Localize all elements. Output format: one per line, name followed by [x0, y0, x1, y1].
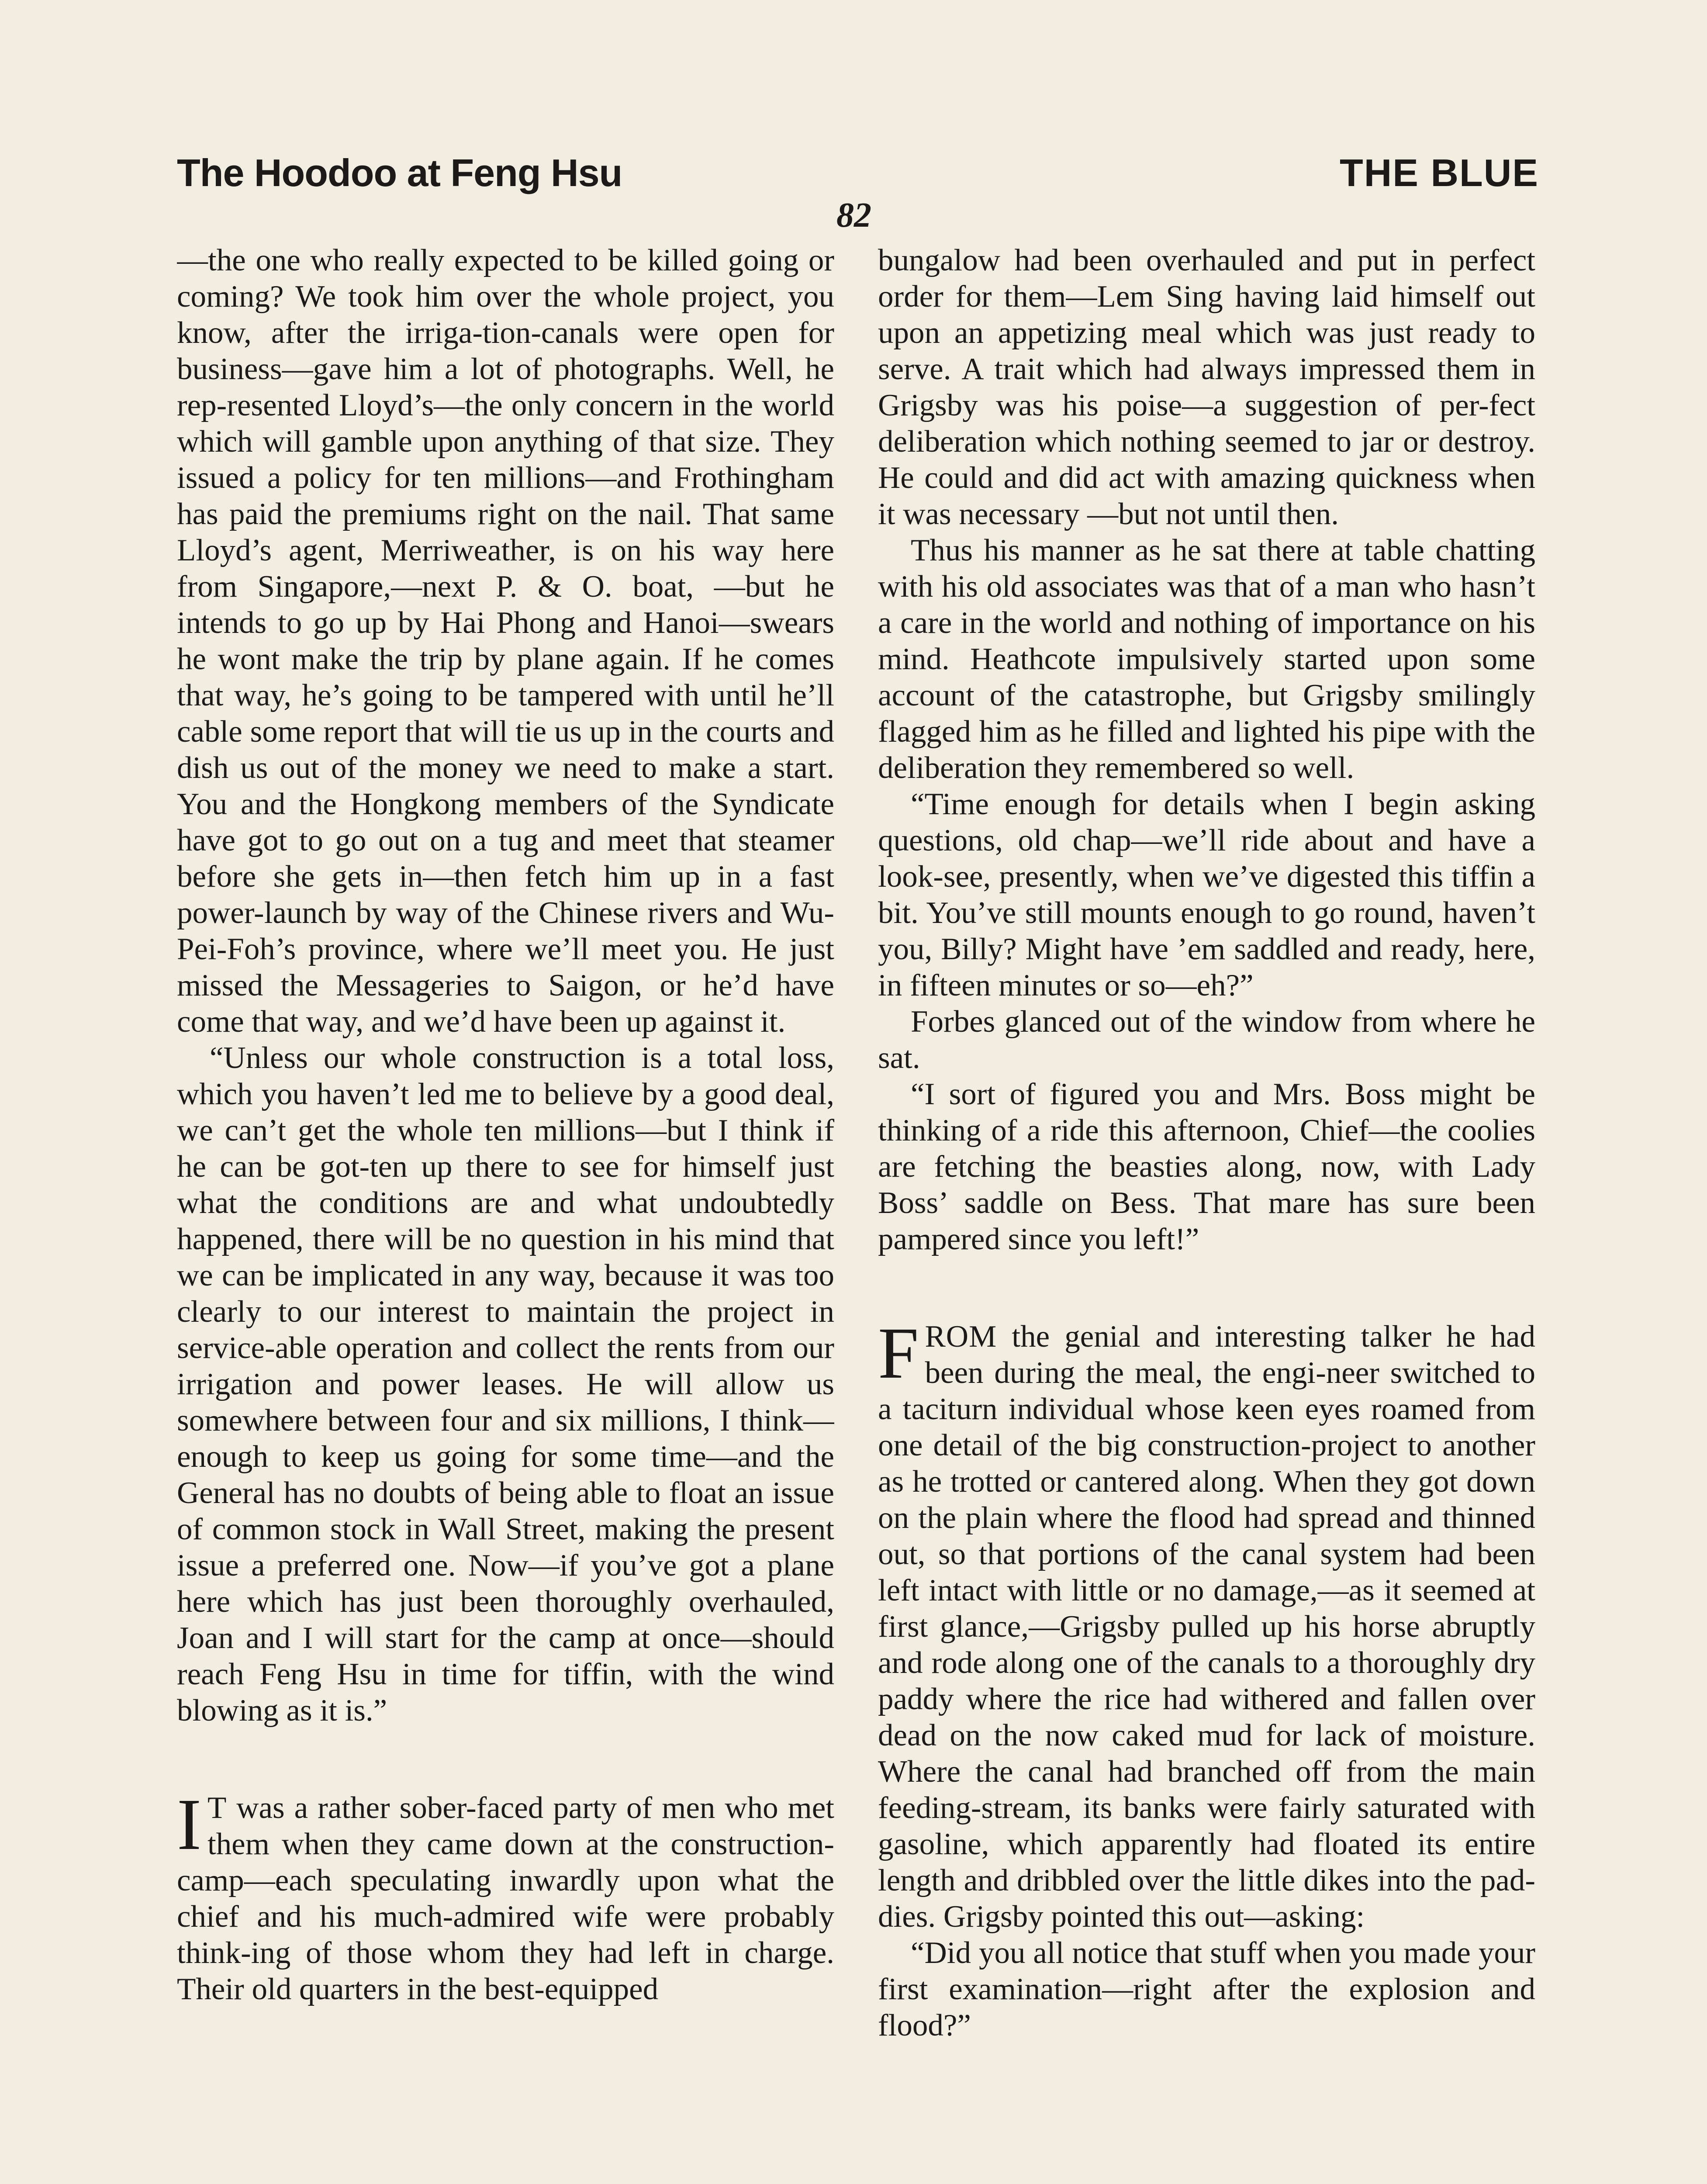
- magazine-title: THE BLUE: [1340, 151, 1539, 194]
- section-opening-paragraph: [177, 1784, 834, 2008]
- page-number: 82: [836, 196, 871, 235]
- right-column: [878, 242, 1535, 2184]
- section-opening-paragraph: [878, 1313, 1535, 1935]
- paragraph: “Did you all notice that stuff when you made your first examination—right after the explosion and flood?”: [878, 1936, 1535, 2042]
- left-column: [177, 242, 834, 2184]
- paragraph: —the one who really expected to be killed going or coming? We took him over the whole project, you know, after the irriga-tion-canals were open for business—gave him a lot of photographs. Well, he rep-resented Lloyd’s—the only concern in the world which will gamble upon anything of that size. They issued a policy for ten millions—and Frothingham has paid the premiums right on the nail. That same Lloyd’s agent, Merriweather, is on his way here from Singapore,—next P. & O. boat, —but he intends to go up by Hai Phong and Hanoi—swears he wont make the trip by plane again. If he comes that way, he’s going to be tampered with until he’ll cable some report that will tie us up in the courts and dish us out of the money we need to make a start. You and the Hongkong members of the Syndicate have got to go out on a tug and meet that steamer before she gets in—then fetch him up in a fast power-launch by way of the Chinese rivers and Wu-Pei-Foh’s province, where we’ll meet you. He just missed the Messageries to Saigon, or he’d have come that way, and we’d have been up against it.: [177, 243, 834, 1039]
- paragraph: Forbes glanced out of the window from where he sat.: [878, 1005, 1535, 1075]
- story-title: The Hoodoo at Feng Hsu: [177, 151, 622, 194]
- paragraph-text: the genial and interesting talker he had been during the meal, the engi-neer switched to a taciturn individual whose keen eyes roamed from one detail of the big construction-project to another as he trotted or cantered along. When they got down on the plain where the flood had spread and thinned out, so that portions of the canal system had been left intact with little or no damage,—as it seemed at first glance,—Grigsby pulled up his horse abruptly and rode along one of the canals to a thoroughly dry paddy where the rice had withered and fallen over dead on the now caked mud for lack of moisture. Where the canal had branched off from the main feeding-stream, its banks were fairly saturated with gasoline, which apparently had floated its entire length and dribbled over the little dikes into the pad-dies. Grigsby pointed this out—asking:: [878, 1320, 1535, 1934]
- paragraph: “Time enough for details when I begin asking questions, old chap—we’ll ride about and have a look-see, presently, when we’ve digested this tiffin a bit. You’ve still mounts enough to go round, haven’t you, Billy? Might have ’em saddled and ready, here, in fifteen minutes or so—eh?”: [878, 787, 1535, 1002]
- lead-in: ROM: [925, 1320, 997, 1354]
- drop-cap: F: [878, 1313, 919, 1394]
- drop-cap: I: [177, 1784, 201, 1865]
- lead-in: T: [207, 1791, 227, 1825]
- paragraph: Thus his manner as he sat there at table chatting with his old associates was that of a man who hasn’t a care in the world and nothing of importance on his mind. Heathcote impulsively started upon some account of the catastrophe, but Grigsby smilingly flagged him as he filled and lighted his pipe with the deliberation they remembered so well.: [878, 533, 1535, 785]
- paragraph: “I sort of figured you and Mrs. Boss might be thinking of a ride this afternoon, Chief—the coolies are fetching the beasties along, now, with Lady Boss’ saddle on Bess. That mare has sure been pampered since you left!”: [878, 1077, 1535, 1256]
- paragraph: bungalow had been overhauled and put in perfect order for them—Lem Sing having laid himself out upon an appetizing meal which was just ready to serve. A trait which had always impressed them in Grigsby was his poise—a suggestion of per-fect deliberation which nothing seemed to jar or destroy. He could and did act with amazing quickness when it was necessary —but not until then.: [878, 243, 1535, 531]
- paragraph-text: was a rather sober-faced party of men who met them when they came down at the construction-camp—each speculating inwardly upon what the chief and his much-admired wife were probably think-ing of those whom they had left in charge. Their old quarters in the best-equipped: [177, 1791, 834, 2006]
- paragraph: “Unless our whole construction is a total loss, which you haven’t led me to believe by a good deal, we can’t get the whole ten millions—but I think if he can be got-ten up there to see for himself just what the conditions are and what undoubtedly happened, there will be no question in his mind that we can be implicated in any way, because it was too clearly to our interest to maintain the project in service-able operation and collect the rents from our irrigation and power leases. He will allow us somewhere between four and six millions, I think—enough to keep us going for some time—and the General has no doubts of being able to float an issue of common stock in Wall Street, making the present issue a preferred one. Now—if you’ve got a plane here which has just been thoroughly overhauled, Joan and I will start for the camp at once—should reach Feng Hsu in time for tiffin, with the wind blowing as it is.”: [177, 1041, 834, 1728]
